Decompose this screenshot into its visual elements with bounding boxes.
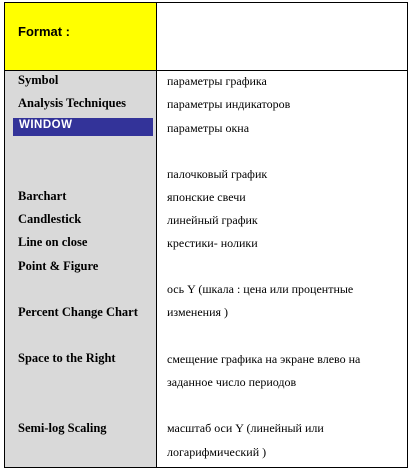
option-window-label: WINDOW <box>19 119 73 131</box>
format-title: Format : <box>18 24 70 39</box>
desc-percent-change-line2: изменения ) <box>167 305 229 319</box>
option-symbol[interactable]: Symbol <box>18 73 59 87</box>
desc-barchart: палочковый график <box>167 167 268 181</box>
desc-window: параметры окна <box>167 121 250 135</box>
desc-semi-log-line2: логарифмический ) <box>167 445 267 459</box>
option-barchart[interactable]: Barchart <box>18 189 67 203</box>
desc-analysis-techniques: параметры индикаторов <box>167 97 291 111</box>
desc-candlestick: японские свечи <box>167 190 246 204</box>
desc-point-figure: крестики- нолики <box>167 236 258 250</box>
option-window-selected[interactable] <box>13 118 153 136</box>
header-empty-cell <box>157 3 407 71</box>
desc-space-to-right-line1: смещение графика на экране влево на <box>167 352 361 366</box>
format-header-cell <box>5 3 157 71</box>
option-space-to-right[interactable]: Space to the Right <box>18 351 116 365</box>
option-percent-change-chart[interactable]: Percent Change Chart <box>18 305 138 319</box>
desc-line-on-close: линейный график <box>167 213 258 227</box>
format-table <box>4 2 408 468</box>
options-column <box>5 71 157 467</box>
option-semi-log-scaling[interactable]: Semi-log Scaling <box>18 421 107 435</box>
option-point-figure[interactable]: Point & Figure <box>18 259 99 273</box>
option-analysis-techniques[interactable]: Analysis Techniques <box>18 96 127 110</box>
option-line-on-close[interactable]: Line on close <box>18 235 88 249</box>
descriptions-column <box>157 71 407 467</box>
option-candlestick[interactable]: Candlestick <box>18 212 82 226</box>
desc-space-to-right-line2: заданное число периодов <box>167 375 297 389</box>
desc-symbol: параметры графика <box>167 74 267 88</box>
desc-percent-change-line1: ось Y (шкала : цена или процентные <box>167 282 354 296</box>
desc-semi-log-line1: масштаб оси Y (линейный или <box>167 421 324 435</box>
